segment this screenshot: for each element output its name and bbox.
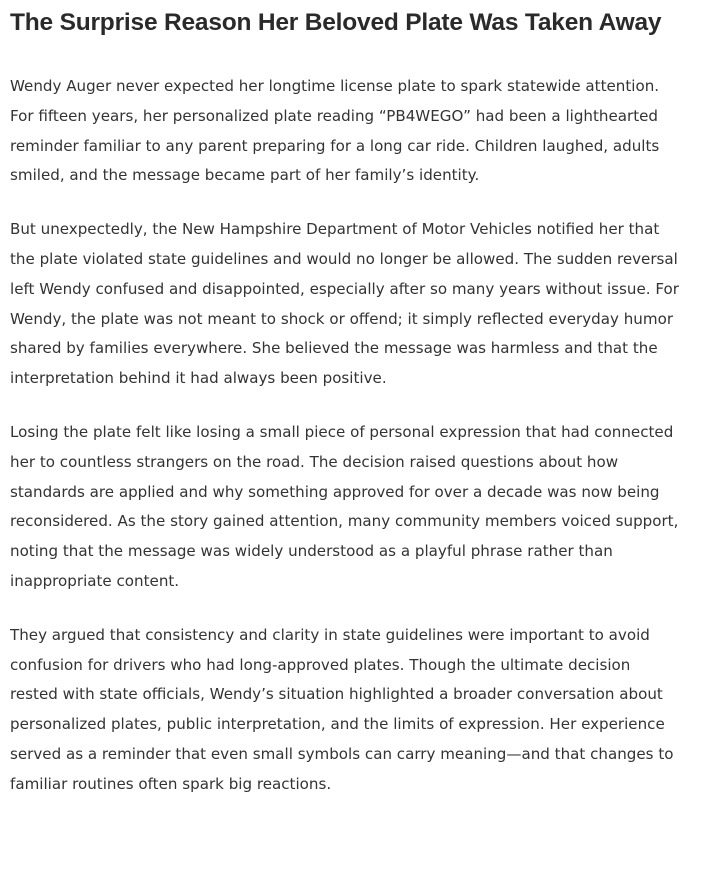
article-paragraph-1: Wendy Auger never expected her longtime license plate to spark statewide attention. For fifteen years, her personalized plate reading “PB4WEGO” had been a lighthearted reminder familiar to any parent preparing for a long car ride. Children laughed, adults smiled, and the message became part of her family’s identity. xyxy=(10,77,660,185)
article-paragraph-2: But unexpectedly, the New Hampshire Department of Motor Vehicles notified her that the plate violated state guidelines and would no longer be allowed. The sudden reversal left Wendy confused and disappointed, especially after so many years without issue. For Wendy, the plate was not meant to shock or offend; it simply reflected everyday humor shared by families everywhere. She believed the message was harmless and that the interpretation behind it had always been positive. xyxy=(10,220,679,388)
article-headline: The Surprise Reason Her Beloved Plate Was Taken Away xyxy=(10,9,662,36)
article xyxy=(10,0,682,800)
article-paragraph-3: Losing the plate felt like losing a small piece of personal expression that had connected her to countless strangers on the road. The decision raised questions about how standards are applied and why something approved for over a decade was now being reconsidered. As the story gained attention, many community members voiced support, noting that the message was widely understood as a playful phrase rather than inappropriate content. xyxy=(10,422,679,590)
article-paragraph-4: They argued that consistency and clarity in state guidelines were important to avoid confusion for drivers who had long-approved plates. Though the ultimate decision rested with state officials, Wendy’s situation highlighted a broader conversation about personalized plates, public interpretation, and the limits of expression. Her experience served as a reminder that even small symbols can carry meaning—and that changes to familiar routines often spark big reactions. xyxy=(10,625,674,793)
